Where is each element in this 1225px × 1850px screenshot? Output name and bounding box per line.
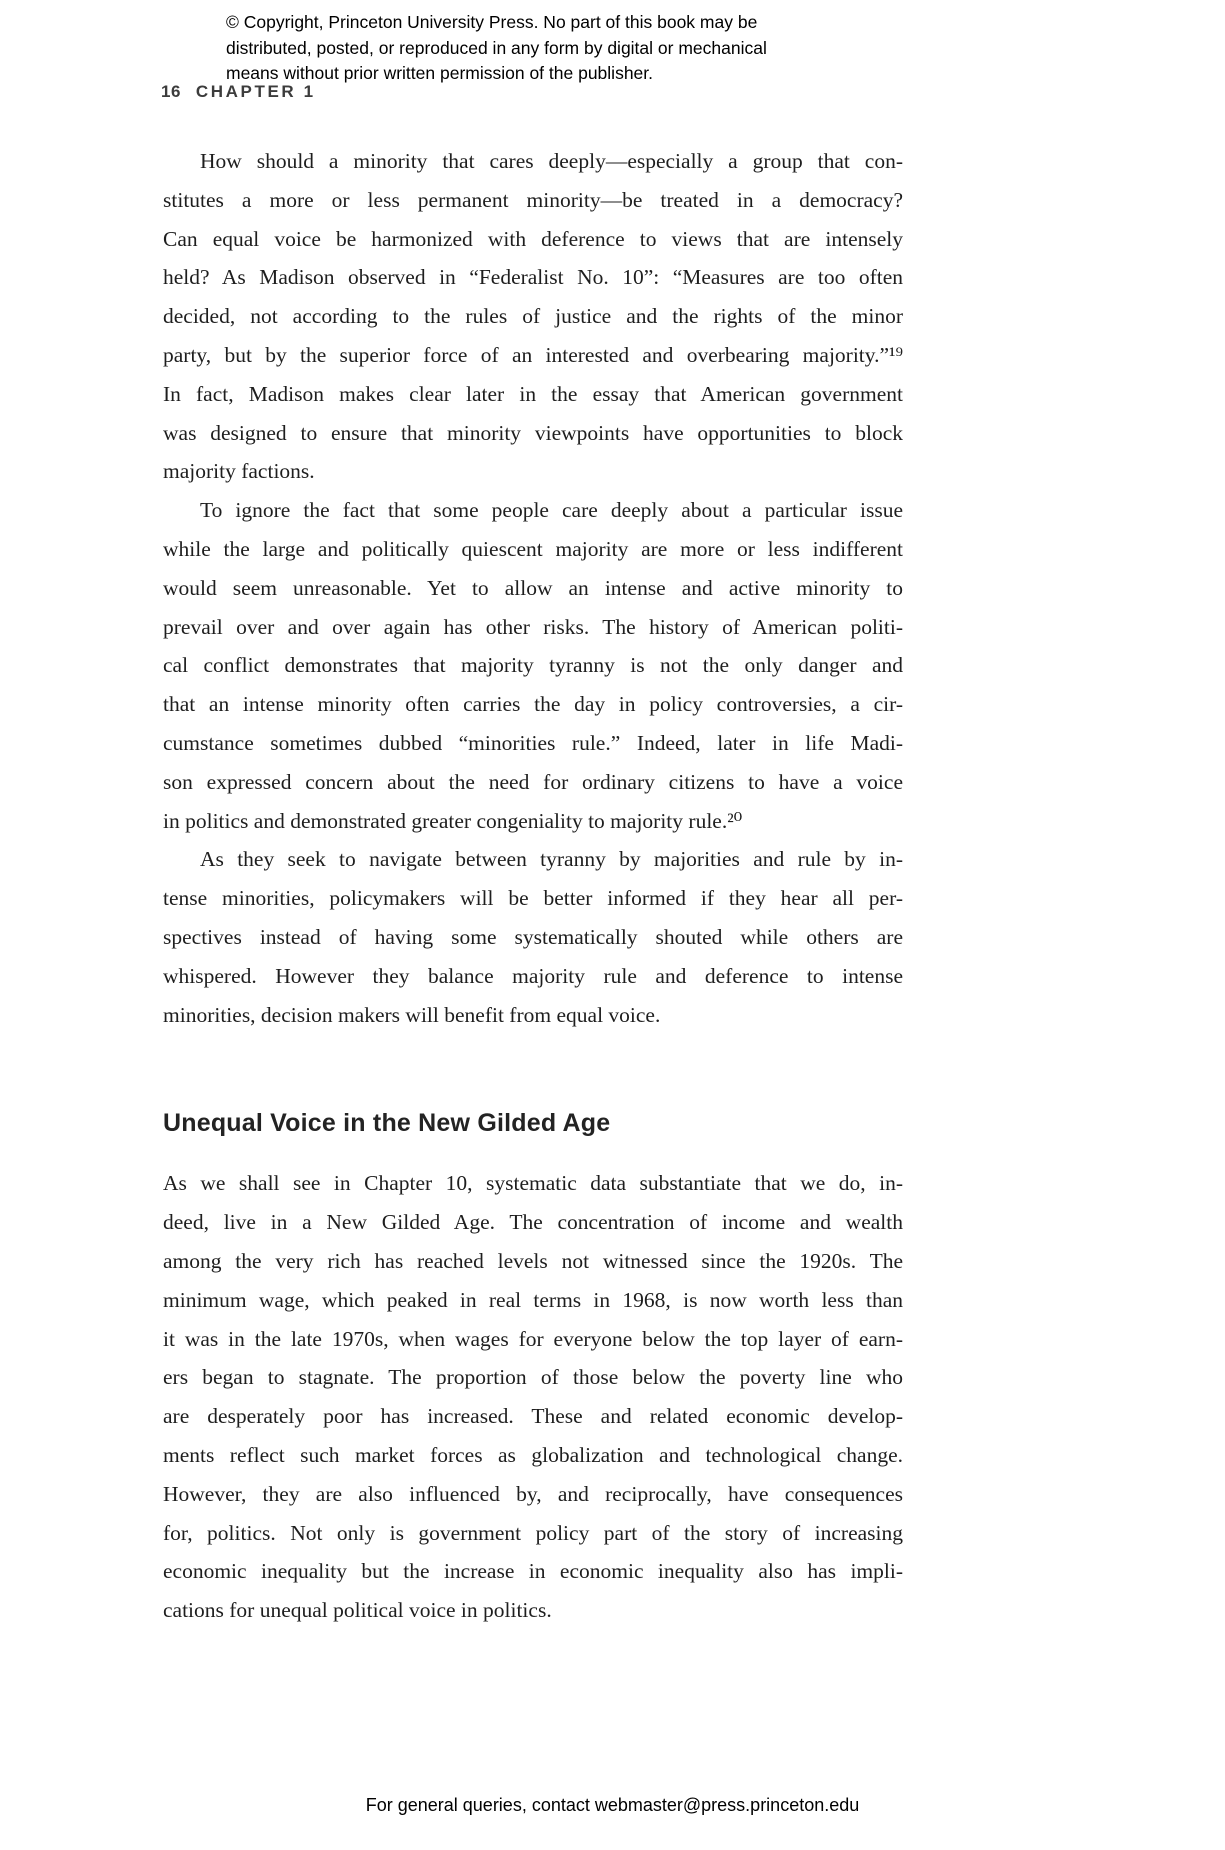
text-line: son expressed concern about the need for ordinary citizens to have a voice <box>163 769 903 794</box>
paragraph-4 <box>163 1164 903 1630</box>
text-line: How should a minority that cares deeply—especially a group that con- <box>200 149 903 173</box>
text-line: are desperately poor has increased. These and related economic develop- <box>163 1404 903 1429</box>
page-number: 16 <box>161 82 181 101</box>
text-line: cal conflict demonstrates that majority tyranny is not the only danger and <box>163 653 903 678</box>
text-line: © Copyright, Princeton University Press. No part of this book may be <box>226 12 758 32</box>
text-line: cumstance sometimes dubbed “minorities rule.” Indeed, later in life Madi- <box>163 730 903 755</box>
text-line: Can equal voice be harmonized with deference to views that are intensely <box>163 226 903 251</box>
text-line: To ignore the fact that some people care deeply about a particular issue <box>200 498 903 523</box>
text-line: As they seek to navigate between tyranny by majorities and rule by in- <box>200 847 903 872</box>
text-line: was designed to ensure that minority viewpoints have opportunities to block <box>163 420 903 445</box>
text-line: among the very rich has reached levels not witnessed since the 1920s. The <box>163 1248 903 1273</box>
paragraph-3 <box>163 840 903 1034</box>
text-line: economic inequality but the increase in economic inequality also has impli- <box>163 1559 903 1584</box>
text-line: spectives instead of having some systematically shouted while others are <box>163 924 903 949</box>
text-line: would seem unreasonable. Yet to allow an intense and active minority to <box>163 575 903 600</box>
text-line: minorities, decision makers will benefit from equal voice. <box>163 1002 661 1027</box>
text-line: whispered. However they balance majority rule and deference to intense <box>163 963 903 988</box>
text-line: party, but by the superior force of an interested and overbearing majority.”¹⁹ <box>163 342 903 367</box>
text-line: means without prior written permission of the publisher. <box>226 63 654 83</box>
text-line: prevail over and over again has other risks. The history of American politi- <box>163 614 903 639</box>
section-heading: Unequal Voice in the New Gilded Age <box>163 1109 611 1138</box>
text-line: In fact, Madison makes clear later in the essay that American government <box>163 381 903 406</box>
text-line: minimum wage, which peaked in real terms in 1968, is now worth less than <box>163 1287 903 1312</box>
text-line: ers began to stagnate. The proportion of those below the poverty line who <box>163 1365 903 1390</box>
text-line: it was in the late 1970s, when wages for everyone below the top layer of earn- <box>163 1326 903 1351</box>
text-line: majority factions. <box>163 459 315 484</box>
paragraph-2 <box>163 491 903 840</box>
text-line: decided, not according to the rules of justice and the rights of the minor <box>163 304 903 329</box>
text-line: deed, live in a New Gilded Age. The concentration of income and wealth <box>163 1210 903 1235</box>
text-line: for, politics. Not only is government policy part of the story of increasing <box>163 1520 903 1545</box>
text-line: However, they are also influenced by, and reciprocally, have consequences <box>163 1481 903 1506</box>
running-head <box>161 82 316 102</box>
text-line: cations for unequal political voice in politics. <box>163 1598 552 1623</box>
copyright-notice <box>226 10 866 87</box>
text-line: stitutes a more or less permanent minority—be treated in a democracy? <box>163 187 903 212</box>
text-line: in politics and demonstrated greater congeniality to majority rule.²⁰ <box>163 808 743 833</box>
text-line: ments reflect such market forces as globalization and technological change. <box>163 1442 903 1467</box>
paragraph-1 <box>163 142 903 491</box>
chapter-label: CHAPTER 1 <box>195 82 316 101</box>
text-line: tense minorities, policymakers will be better informed if they hear all per- <box>163 886 903 911</box>
page-footer <box>0 1795 1225 1816</box>
text-line: held? As Madison observed in “Federalist No. 10”: “Measures are too often <box>163 265 903 290</box>
text-line: As we shall see in Chapter 10, systematic data substantiate that we do, in- <box>163 1171 903 1196</box>
text-line: distributed, posted, or reproduced in any form by digital or mechanical <box>226 37 767 58</box>
text-line: that an intense minority often carries the day in policy controversies, a cir- <box>163 692 903 717</box>
body-text <box>163 142 903 1630</box>
text-line: while the large and politically quiescent majority are more or less indifferent <box>163 536 903 561</box>
footer-contact-text: For general queries, contact webmaster@press.princeton.edu <box>365 1795 860 1815</box>
